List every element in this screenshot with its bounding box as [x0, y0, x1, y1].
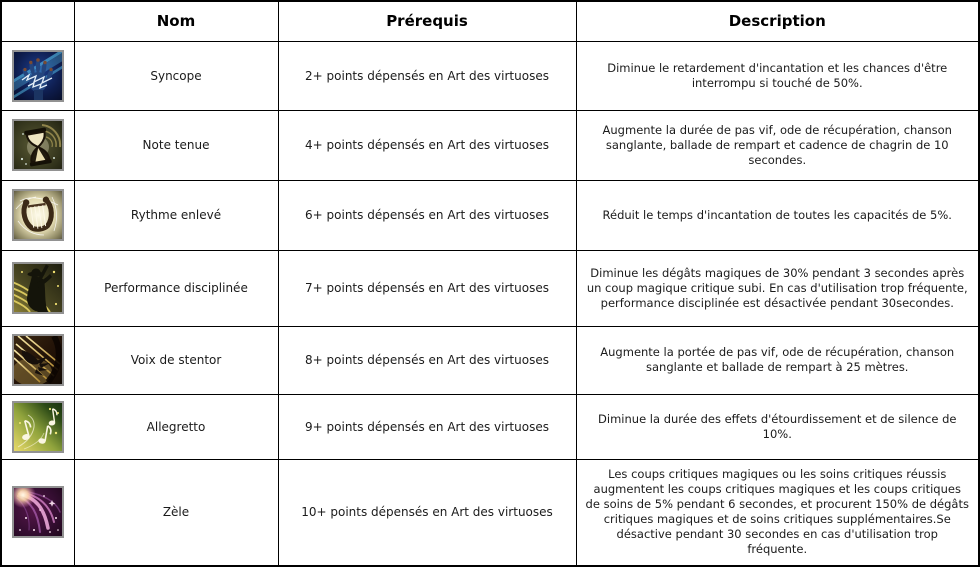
- skill-name: Zèle: [74, 459, 278, 566]
- table-row-voix-de-stentor: [1, 326, 979, 394]
- music-notes-icon: [12, 401, 64, 453]
- header-description: Description: [576, 1, 979, 41]
- hourglass-icon: [12, 119, 64, 171]
- skill-prereq: 7+ points dépensés en Art des virtuoses: [278, 250, 576, 326]
- hand-lightning-icon: [12, 50, 64, 102]
- skill-prereq: 2+ points dépensés en Art des virtuoses: [278, 41, 576, 110]
- table-row-zele: [1, 459, 979, 566]
- header-nom: Nom: [74, 1, 278, 41]
- skill-description: Réduit le temps d'incantation de toutes les capacités de 5%.: [576, 180, 979, 250]
- skill-name: Syncope: [74, 41, 278, 110]
- skill-description: Augmente la portée de pas vif, ode de récupération, chanson sanglante et ballade de rempart à 25 mètres.: [576, 326, 979, 394]
- skill-prereq: 4+ points dépensés en Art des virtuoses: [278, 110, 576, 180]
- header-row: [1, 1, 979, 41]
- skill-description: Diminue la durée des effets d'étourdissement et de silence de 10%.: [576, 394, 979, 459]
- skill-prereq: 6+ points dépensés en Art des virtuoses: [278, 180, 576, 250]
- skill-name: Rythme enlevé: [74, 180, 278, 250]
- skill-description: Augmente la durée de pas vif, ode de récupération, chanson sanglante, ballade de rempart et cadence de chagrin de 10 secondes.: [576, 110, 979, 180]
- header-prerequis: Prérequis: [278, 1, 576, 41]
- purple-flare-icon: [12, 486, 64, 538]
- table-row-performance-disciplinee: [1, 250, 979, 326]
- skill-name: Allegretto: [74, 394, 278, 459]
- table-row-allegretto: [1, 394, 979, 459]
- skill-description: Les coups critiques magiques ou les soins critiques réussis augmentent les coups critiques magiques et les coups critiques de soins de 5% pendant 6 secondes, et procurent 150% de dégâts critiques magiques et de soins critiques supplémentaires.Se désactive pendant 30 secondes en cas d'utilisation trop fréquente.: [576, 459, 979, 566]
- skill-name: Voix de stentor: [74, 326, 278, 394]
- header-icon-column: [1, 1, 74, 41]
- skill-prereq: 8+ points dépensés en Art des virtuoses: [278, 326, 576, 394]
- hand-harp-strings-icon: [12, 334, 64, 386]
- skill-prereq: 10+ points dépensés en Art des virtuoses: [278, 459, 576, 566]
- skill-name: Performance disciplinée: [74, 250, 278, 326]
- table-row-rythme-enleve: [1, 180, 979, 250]
- skill-prereq: 9+ points dépensés en Art des virtuoses: [278, 394, 576, 459]
- skill-description: Diminue les dégâts magiques de 30% pendant 3 secondes après un coup magique critique subi. En cas d'utilisation trop fréquente, performance disciplinée est désactivée pendant 30secondes.: [576, 250, 979, 326]
- table-row-syncope: [1, 41, 979, 110]
- skill-name: Note tenue: [74, 110, 278, 180]
- lyre-icon: [12, 189, 64, 241]
- skill-description: Diminue le retardement d'incantation et les chances d'être interrompu si touché de 50%.: [576, 41, 979, 110]
- table-row-note-tenue: [1, 110, 979, 180]
- bard-silhouette-icon: [12, 262, 64, 314]
